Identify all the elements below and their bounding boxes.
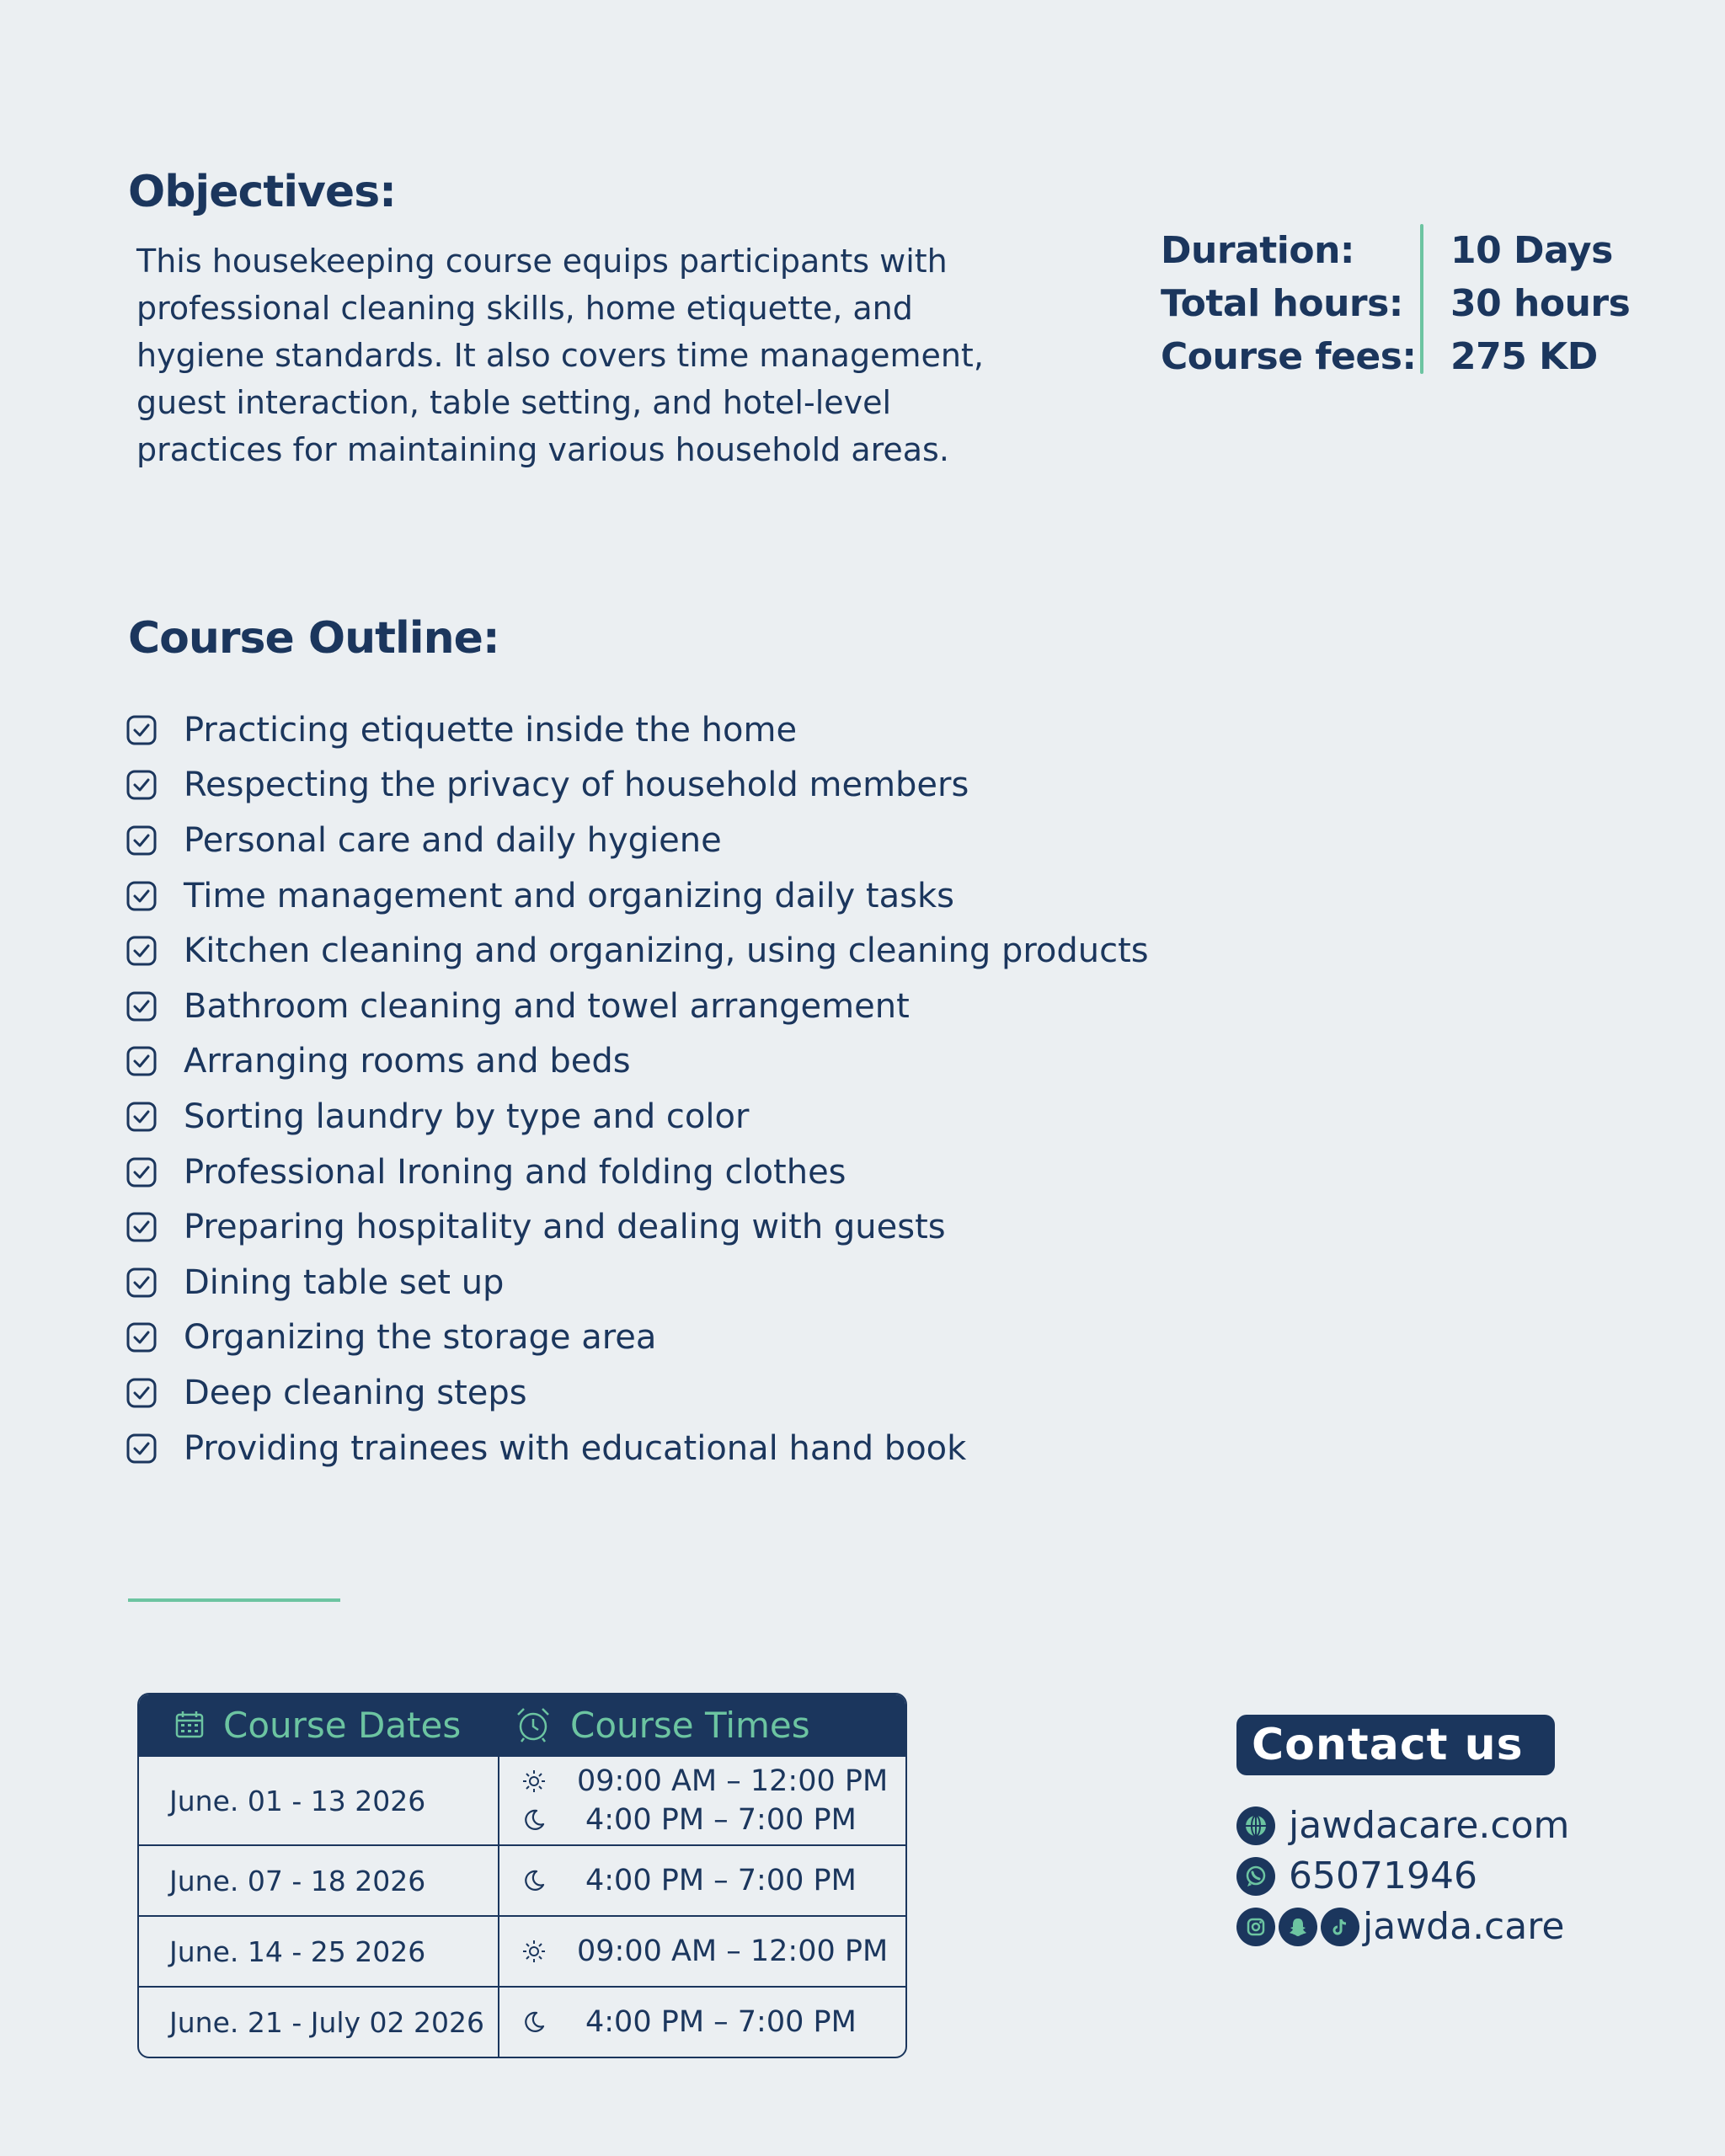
whatsapp-icon <box>1236 1857 1275 1896</box>
time-cell <box>499 1846 905 1915</box>
outline-item-label: Professional Ironing and folding clothes <box>184 1152 846 1192</box>
checkbox-icon <box>126 1212 157 1242</box>
outline-item-label: Kitchen cleaning and organizing, using cleaning products <box>184 931 1149 971</box>
section-divider <box>128 1598 340 1602</box>
outline-item-label: Organizing the storage area <box>184 1318 657 1358</box>
schedule-header <box>139 1694 905 1755</box>
course-outline-title: Course Outline: <box>128 613 499 664</box>
checkbox-icon <box>126 1322 157 1353</box>
website-text[interactable]: jawdacare.com <box>1289 1804 1570 1847</box>
duration-value: 10 Days <box>1450 229 1613 272</box>
outline-item-label: Preparing hospitality and dealing with guests <box>184 1208 946 1247</box>
checkbox-icon <box>126 1102 157 1132</box>
outline-item <box>126 1310 1149 1366</box>
schedule-body <box>139 1755 905 2057</box>
course-outline-list <box>126 702 1149 1476</box>
checkbox-icon <box>126 991 157 1022</box>
checkbox-icon <box>126 936 157 966</box>
outline-item <box>126 813 1149 868</box>
contact-social[interactable] <box>1236 1905 1564 1948</box>
schedule-row <box>139 1986 905 2057</box>
outline-item-label: Arranging rooms and beds <box>184 1042 631 1081</box>
calendar-icon <box>174 1710 205 1740</box>
time-slot-text: 4:00 PM – 7:00 PM <box>585 1803 857 1837</box>
date-text: June. 21 - July 02 2026 <box>169 2005 485 2039</box>
globe-icon <box>1236 1806 1275 1845</box>
dates-header <box>139 1705 499 1746</box>
outline-item <box>126 1421 1149 1476</box>
time-slot-text: 09:00 AM – 12:00 PM <box>577 1764 889 1798</box>
social-handle-text[interactable]: jawda.care <box>1363 1905 1565 1948</box>
date-cell <box>139 1988 499 2057</box>
checkbox-icon <box>126 1378 157 1408</box>
course-fees-value: 275 KD <box>1450 335 1598 378</box>
moon-icon <box>521 1807 547 1833</box>
time-cell <box>499 1917 905 1986</box>
checkbox-icon <box>126 1046 157 1076</box>
time-cell <box>499 1988 905 2057</box>
outline-item <box>126 979 1149 1034</box>
time-slot <box>521 1861 905 1900</box>
time-slot-text: 09:00 AM – 12:00 PM <box>577 1935 889 1968</box>
outline-item <box>126 1145 1149 1200</box>
dates-header-label: Course Dates <box>223 1704 462 1746</box>
checkbox-icon <box>126 715 157 745</box>
outline-item <box>126 1034 1149 1090</box>
schedule-row <box>139 1755 905 1844</box>
time-slot <box>521 2003 905 2041</box>
schedule-row <box>139 1915 905 1986</box>
outline-item <box>126 1089 1149 1145</box>
schedule-row <box>139 1844 905 1915</box>
outline-item <box>126 868 1149 924</box>
outline-item <box>126 923 1149 979</box>
duration-label: Duration: <box>1161 229 1355 272</box>
moon-icon <box>521 2009 547 2035</box>
outline-item-label: Time management and organizing daily tasks <box>184 876 954 915</box>
course-fees-label: Course fees: <box>1161 335 1417 378</box>
snapchat-icon[interactable] <box>1279 1908 1317 1946</box>
outline-item-label: Personal care and daily hygiene <box>184 820 722 860</box>
checkbox-icon <box>126 825 157 856</box>
checkbox-icon <box>126 881 157 911</box>
date-cell <box>139 1757 499 1844</box>
outline-item <box>126 1199 1149 1255</box>
checkbox-icon <box>126 770 157 800</box>
time-cell <box>499 1757 905 1844</box>
contact-phone[interactable] <box>1236 1854 1477 1897</box>
tiktok-icon[interactable] <box>1321 1908 1359 1946</box>
checkbox-icon <box>126 1157 157 1187</box>
date-text: June. 07 - 18 2026 <box>169 1864 426 1897</box>
course-facts-labels <box>1161 224 1420 383</box>
time-slot <box>521 1762 905 1801</box>
sun-icon <box>521 1769 547 1794</box>
schedule-table <box>137 1693 907 2058</box>
alarm-clock-icon <box>515 1706 552 1743</box>
moon-icon <box>521 1868 547 1893</box>
instagram-icon[interactable] <box>1236 1908 1275 1946</box>
course-facts-values <box>1450 224 1630 383</box>
total-hours-value: 30 hours <box>1450 282 1631 325</box>
checkbox-icon <box>126 1267 157 1298</box>
contact-title: Contact us <box>1236 1715 1555 1775</box>
times-header <box>499 1705 810 1746</box>
outline-item-label: Sorting laundry by type and color <box>184 1097 750 1136</box>
objectives-title: Objectives: <box>128 167 396 217</box>
outline-item-label: Practicing etiquette inside the home <box>184 710 798 750</box>
date-cell <box>139 1917 499 1986</box>
outline-item-label: Dining table set up <box>184 1262 505 1302</box>
outline-item <box>126 1365 1149 1421</box>
date-text: June. 14 - 25 2026 <box>169 1935 426 1968</box>
outline-item-label: Deep cleaning steps <box>184 1373 527 1412</box>
date-text: June. 01 - 13 2026 <box>169 1784 426 1817</box>
date-cell <box>139 1846 499 1915</box>
outline-item <box>126 702 1149 758</box>
outline-item-label: Bathroom cleaning and towel arrangement <box>184 986 910 1026</box>
objectives-text: This housekeeping course equips participants with professional cleaning skills, home etiquette, and hygiene standards. It also covers time management, guest interaction, table setting, and hotel-level practices for maintaining various household areas. <box>136 243 984 468</box>
outline-item <box>126 1255 1149 1310</box>
checkbox-icon <box>126 1433 157 1464</box>
time-slot-text: 4:00 PM – 7:00 PM <box>585 2005 857 2039</box>
contact-website[interactable] <box>1236 1804 1569 1847</box>
outline-item <box>126 758 1149 814</box>
facts-divider <box>1420 224 1423 374</box>
sun-icon <box>521 1939 547 1964</box>
time-slot <box>521 1801 905 1839</box>
outline-item-label: Respecting the privacy of household members <box>184 766 969 805</box>
times-header-label: Course Times <box>570 1704 810 1746</box>
time-slot-text: 4:00 PM – 7:00 PM <box>585 1864 857 1897</box>
total-hours-label: Total hours: <box>1161 282 1403 325</box>
phone-text[interactable]: 65071946 <box>1289 1854 1477 1897</box>
time-slot <box>521 1932 905 1971</box>
outline-item-label: Providing trainees with educational hand book <box>184 1428 967 1468</box>
